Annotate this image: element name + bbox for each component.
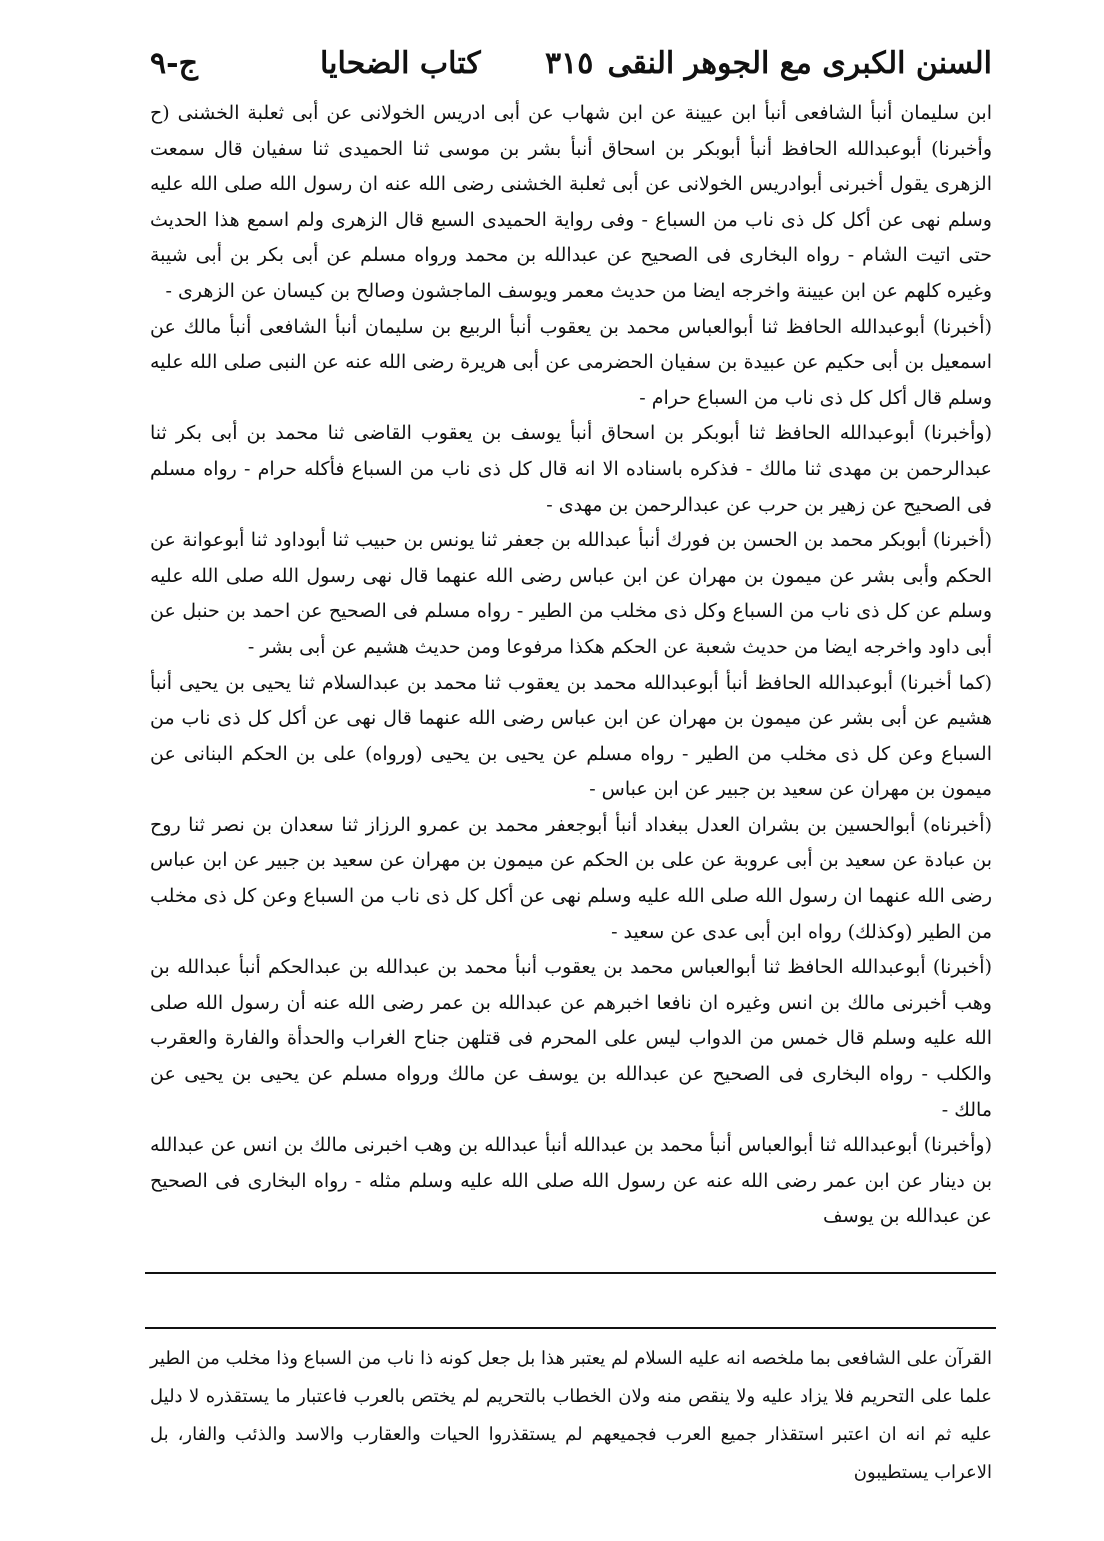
main-text-rule	[145, 1272, 996, 1274]
footnote-text: القرآن على الشافعى بما ملخصه انه عليه السلام لم يعتبر هذا بل جعل كونه ذا ناب من السباع وذا مخلب من الطير علما على التحريم فلا يزاد عليه ولا ينقص منه ولان الخطاب بالتحريم لم يختص بالعرب فاعتبار ما يستقذره لا دليل عليه ثم انه ان اعتبر استقذار جميع العرب فجميعهم لم يستقذروا الحيات والعقارب والاسد والذئب والفار، بل الاعراب يستطيبون	[150, 1348, 993, 1483]
hadith-paragraph: (أخبرناه) أبوالحسين بن بشران العدل ببغداد أنبأ أبوجعفر محمد بن عمرو الرزاز ثنا سعدان بن نصر ثنا روح بن عبادة عن سعيد بن أبى عروبة عن على بن الحكم عن ميمون بن مهران عن سعيد بن جبير عن ابن عباس رضى الله عنهما ان رسول الله صلى الله عليه وسلم نهى عن أكل كل ذى ناب من السباع وعن كل ذى مخلب من الطير (وكذلك) رواه ابن أبى عدى عن سعيد -	[150, 813, 992, 943]
hadith-paragraph: (أخبرنا) أبوبكر محمد بن الحسن بن فورك أنبأ عبدالله بن جعفر ثنا يونس بن حبيب ثنا أبوداود ثنا أبوعوانة عن الحكم وأبى بشر عن ميمون بن مهران عن ابن عباس رضى الله عنهما قال نهى رسول الله صلى الله عليه وسلم عن كل ذى ناب من السباع وكل ذى مخلب من الطير - رواه مسلم فى الصحيح عن احمد بن حنبل عن أبى داود واخرجه ايضا من حديث شعبة عن الحكم هكذا مرفوعا ومن حديث هشيم عن أبى بشر -	[150, 529, 992, 658]
volume-number: ج-٩	[150, 46, 198, 81]
hadith-paragraph: (أخبرنا) أبوعبدالله الحافظ ثنا أبوالعباس محمد بن يعقوب أنبأ الربيع بن سليمان أنبأ الشافعى أنبأ مالك عن اسمعيل بن أبى حكيم عن عبيدة بن سفيان الحضرمى عن أبى هريرة رضى الله عنه عن النبى صلى الله عليه وسلم قال أكل كل ذى ناب من السباع حرام -	[150, 315, 992, 409]
chapter-title: كتاب الضحايا	[320, 46, 481, 81]
footnote-rule	[145, 1327, 996, 1329]
running-title: السنن الكبرى مع الجوهر النقى	[607, 46, 992, 81]
main-text	[150, 96, 992, 1235]
hadith-paragraph: (كما أخبرنا) أبوعبدالله الحافظ أنبأ أبوعبدالله محمد بن يعقوب ثنا محمد بن عبدالسلام ثنا يحيى بن يحيى أنبأ هشيم عن أبى بشر عن ميمون بن مهران عن ابن عباس رضى الله عنهما قال نهى عن أكل كل ذى ناب من السباع وعن كل ذى مخلب من الطير - رواه مسلم عن يحيى بن يحيى (ورواه) على بن الحكم البنانى عن ميمون بن مهران عن سعيد بن جبير عن ابن عباس -	[150, 671, 992, 801]
page-header	[150, 38, 992, 90]
hadith-paragraph: ابن سليمان أنبأ الشافعى أنبأ ابن عيينة عن ابن شهاب عن أبى ادريس الخولانى عن أبى ثعلبة الخشنى (ح وأخبرنا) أبوعبدالله الحافظ أنبأ أبوبكر بن اسحاق أنبأ بشر بن موسى ثنا الحميدى ثنا سفيان قال سمعت الزهرى يقول أخبرنى أبوادريس الخولانى عن أبى ثعلبة الخشنى رضى الله عنه ان رسول الله صلى الله عليه وسلم نهى عن أكل كل ذى ناب من السباع - وفى رواية الحميدى السبع قال الزهرى ولم اسمع هذا الحديث حتى اتيت الشام - رواه البخارى فى الصحيح عن عبدالله بن محمد ورواه مسلم عن أبى بكر بن أبى شيبة وغيره كلهم عن ابن عيينة واخرجه ايضا من حديث معمر ويوسف الماجشون وصالح بن كيسان عن الزهرى -	[150, 102, 992, 302]
hadith-paragraph: (وأخبرنا) أبوعبدالله ثنا أبوالعباس أنبأ محمد بن عبدالله أنبأ عبدالله بن وهب اخبرنى مالك بن انس عن عبدالله بن دينار عن ابن عمر رضى الله عنه عن رسول الله صلى الله عليه وسلم مثله - رواه البخارى فى الصحيح عن عبدالله بن يوسف	[150, 1134, 992, 1228]
hadith-paragraph: (وأخبرنا) أبوعبدالله الحافظ ثنا أبوبكر بن اسحاق أنبأ يوسف بن يعقوب القاضى ثنا محمد بن أبى بكر ثنا عبدالرحمن بن مهدى ثنا مالك - فذكره باسناده الا انه قال كل ذى ناب من السباع فأكله حرام - رواه مسلم فى الصحيح عن زهير بن حرب عن عبدالرحمن بن مهدى -	[150, 422, 992, 516]
hadith-paragraph: (أخبرنا) أبوعبدالله الحافظ ثنا أبوالعباس محمد بن يعقوب أنبأ محمد بن عبدالله بن عبدالحكم أنبأ عبدالله بن وهب أخبرنى مالك بن انس وغيره ان نافعا اخبرهم عن عبدالله بن عمر رضى الله عنه أن رسول الله صلى الله عليه وسلم قال خمس من الدواب ليس على المحرم فى قتلهن جناح الغراب والحدأة والفارة والعقرب والكلب - رواه البخارى فى الصحيح عن عبدالله بن يوسف عن مالك ورواه مسلم عن يحيى بن يحيى عن مالك -	[150, 956, 992, 1121]
page-number: ٣١٥	[545, 46, 594, 81]
